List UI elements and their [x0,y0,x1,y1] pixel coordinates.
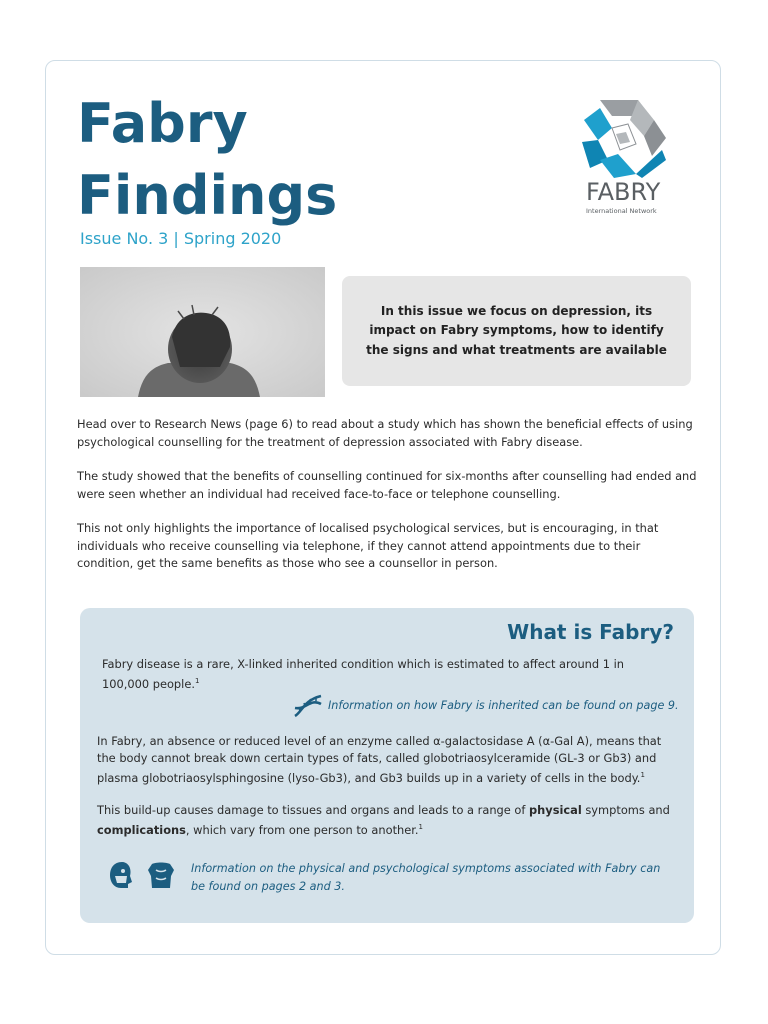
panel-paragraph-3: This build-up causes damage to tissues and organs and leads to a range of physical symptoms and complications, which vary from one person to another.$^1$ [97,803,670,837]
panel-paragraph-1: Fabry disease is a rare, X-linked inherited condition which is estimated to affect around 1 in 100,000 people.$^1$ [102,657,624,691]
body-paragraph-3: This not only highlights the importance of localised psychological services, but is encouraging, in that individuals who receive counselling via telephone, if they cannot attend appointments due to their condition, get the same benefits as those who see a counsellor in person. [77,521,659,570]
panel-paragraph-2: In Fabry, an absence or reduced level of an enzyme called α-galactosidase A (α-Gal A), means that the body cannot break down certain types of fats, called globotriaosylceramide (GL-3 or Gb3) and plasma globotriaosylsphingosine (lyso-Gb3), and Gb3 builds up in a variety of cells in the body.$^1$ [97,734,662,785]
title-line-2: Findings [77,164,338,227]
symptoms-note: Information on the physical and psychological symptoms associated with Fabry can be found on pages 2 and 3. [191,862,661,893]
logo-wordmark: FABRY [586,178,661,206]
depression-photo [80,267,325,397]
title-line-1: Fabry [77,92,248,155]
callout-text: In this issue we focus on depression, its impact on Fabry symptoms, how to identify the signs and what treatments are available [366,303,667,357]
logo-subtitle: International Network [586,207,657,215]
body-paragraph-1: Head over to Research News (page 6) to read about a study which has shown the beneficial effects of using psychological counselling for the treatment of depression associated with Fabry disease. [77,417,693,449]
issue-label: Issue No. 3 | Spring 2020 [80,229,282,248]
body-paragraph-2: The study showed that the benefits of counselling continued for six-months after counselling had ended and were seen whether an individual had received face-to-face or telephone counselling. [77,469,697,501]
newsletter-title [77,88,337,232]
inheritance-note: Information on how Fabry is inherited can be found on page 9. [328,699,679,712]
head-mask-icon [108,860,136,890]
what-is-fabry-panel [80,608,694,923]
issue-focus-callout [342,276,691,386]
panel-title: What is Fabry? [507,620,674,644]
dna-icon [292,692,324,720]
torso-icon [146,860,176,890]
